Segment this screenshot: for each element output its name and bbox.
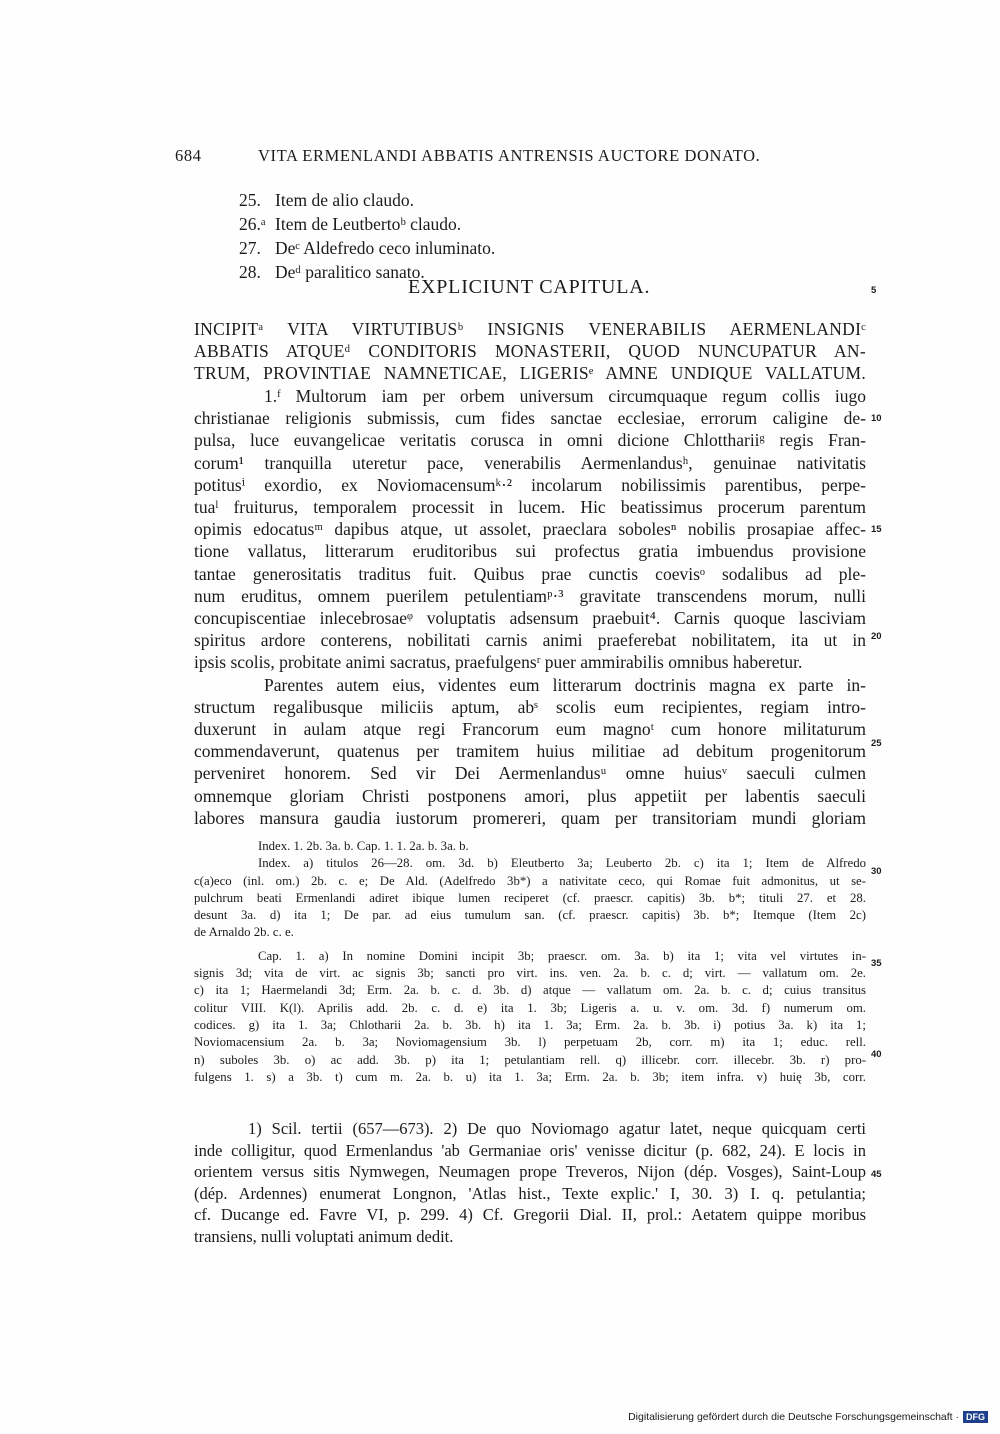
text-line: concupiscentiae inlecebrosaeᵠ voluptatis adsensum praebuit⁴. Carnis quoque lasciviam bbox=[194, 608, 866, 629]
text-line: perveniret honorem. Sed vir Dei Aermenlandusᵘ omne huiusᵛ saeculi culmen bbox=[194, 763, 866, 784]
text-line: tione vallatus, litterarum eruditoribus sui profectus gratia imbuendus provisione bbox=[194, 541, 866, 562]
dfg-logo: DFG bbox=[963, 1411, 988, 1423]
apparatus-line: n) suboles 3b. o) ac add. 3b. p) ita 1; petulantiam rell. q) illicebr. corr. illecebr. 3b. r) pro- bbox=[194, 1052, 866, 1067]
text-line: labores mansura gaudia iustorum promereri, quam per transitoriam mundi gloriam bbox=[194, 807, 866, 828]
apparatus-line: c(a)eco (inl. om.) 2b. c. e; De Ald. (Adelfredo 3b*) a nativitate ceco, qui Romae fuit admonitus, ut se- bbox=[194, 873, 866, 888]
apparatus-line: signis 3d; vita de virt. ac signis 3b; sancti pro virt. ins. ven. 2a. b. c. d; virt. — vallatum om. 2e. bbox=[194, 966, 866, 981]
line-number: 40 bbox=[871, 1049, 882, 1060]
line-number: 10 bbox=[871, 413, 882, 424]
footnote-line: (dép. Ardennes) enumerat Longnon, 'Atlas hist., Texte explic.' I, 30. 3) I. q. petulantia; bbox=[194, 1183, 866, 1203]
text-line: num eruditus, omnem puerilem petulentiamᵖ·³ gravitate transcendens morum, nulli bbox=[194, 585, 866, 606]
line-number: 5 bbox=[871, 285, 877, 296]
text-line: spiritus ardore conterens, nobilitati carnis animi praeferebat nobilitatem, ita ut in bbox=[194, 630, 866, 651]
page-number: 684 bbox=[175, 146, 202, 165]
text-line: Parentes autem eius, videntes eum litterarum doctrinis magna ex parte in- bbox=[264, 674, 866, 695]
apparatus-line: colitur VIII. K(l). Aprilis add. 2b. c. d. e) ita 1. 3b; Ligeris a. u. v. om. 3d. f) numerum om. bbox=[194, 1000, 866, 1015]
text-line: christianae religionis submissis, cum fides sanctae ecclesiae, errorum caligine de- bbox=[194, 408, 866, 429]
apparatus-summary: Index. 1. 2b. 3a. b. Cap. 1. 1. 2a. b. 3a. b. bbox=[258, 839, 469, 853]
line-number: 30 bbox=[871, 866, 882, 877]
text-line: tantae generositatis traditus fuit. Quibus prae cunctis coevisᵒ sodalibus ad ple- bbox=[194, 563, 866, 584]
footnote-line: orientem versus sitis Nymwegen, Neumagen prope Treveros, Nijon (dép. Vosges), Saint-Loup bbox=[194, 1162, 866, 1181]
text-line: corum¹ tranquilla uteretur pace, venerabilis Aermenlandusʰ, genuinae nativitatis bbox=[194, 452, 866, 473]
main-text bbox=[194, 385, 866, 829]
line-number: 45 bbox=[871, 1169, 882, 1180]
incipit-line: TRUM, PROVINTIAE NAMNETICAE, LIGERISᵉ AMNE UNDIQUE VALLATUM. bbox=[194, 363, 866, 383]
text-line: tuaˡ fruiturus, temporalem processit in lucem. Hic beatissimus procerum parentum bbox=[194, 497, 866, 518]
text-line: duxerunt in aulam atque regi Francorum eum magnoᵗ cum honore militaturum bbox=[194, 719, 866, 740]
footnote-line: 1) Scil. tertii (657—673). 2) De quo Noviomago agatur latet, neque quicquam certi bbox=[248, 1119, 866, 1138]
apparatus-line: desunt 3a. d) ita 1; De par. ad eius tumulum san. (cf. praescr. capitis) 3b. b*; Itemque (Item 2c) bbox=[194, 908, 866, 923]
digitization-credit bbox=[628, 1411, 988, 1423]
incipit-heading bbox=[194, 318, 866, 384]
footnotes bbox=[194, 1118, 866, 1247]
apparatus-line: c) ita 1; Haermelandi 3d; Erm. 2a. b. c. d. 3b. d) atque — vallatum om. 2a. b. c. d; cuius transitus bbox=[194, 983, 866, 998]
apparatus-line: Cap. 1. a) In nomine Domini incipit 3b; praescr. om. 3a. b) ita 1; vita vel virtutes in- bbox=[258, 948, 866, 963]
text-line: structum regalibusque miliciis aptum, abˢ scolis eum recipientes, regiam intro- bbox=[194, 696, 866, 717]
text-line: pulsa, luce euvangelicae veritatis corusca in omni dicione Chlotthariiᵍ regis Fran- bbox=[194, 430, 866, 451]
chapter-item: 25. Item de alio claudo. bbox=[239, 190, 414, 210]
line-number: 20 bbox=[871, 631, 882, 642]
apparatus-line: Noviomacensium 2a. b. 3a; Noviomagensium 3b. l) perpetuam 2b, corr. m) ita 1; educ. rell. bbox=[194, 1035, 866, 1050]
text-line: ipsis scolis, probitate animi sacratus, praefulgensʳ puer ammirabilis omnibus haberetur. bbox=[194, 652, 803, 673]
text-line: omnemque gloriam Christi postponens amori, plus appetiit per labentis saeculi bbox=[194, 785, 866, 806]
text-line: 1.ᶠ Multorum iam per orbem universum circumquaque regum collis iugo bbox=[264, 386, 866, 406]
explicit-heading: EXPLICIUNT CAPITULA. bbox=[408, 276, 651, 298]
apparatus-line: de Arnaldo 2b. c. e. bbox=[194, 925, 294, 940]
text-line: opimis edocatusᵐ dapibus atque, ut assolet, praeclara sobolesⁿ nobilis prosapiae affec- bbox=[194, 519, 866, 540]
footnote-line: cf. Ducange ed. Favre VI, p. 299. 4) Cf. Gregorii Dial. II, prol.: Aetatem quippe moribus bbox=[194, 1205, 866, 1224]
footnote-line: inde colligitur, quod Ermenlandus 'ab Germaniae oris' venisse dicitur (p. 682, 24). E locis in bbox=[194, 1140, 866, 1160]
line-number: 15 bbox=[871, 524, 882, 535]
chapter-item: 28. Deᵈ paralitico sanato. bbox=[239, 262, 425, 282]
apparatus-line: Index. a) titulos 26—28. om. 3d. b) Eleutberto 3a; Leuberto 2b. c) ita 1; Item de Alfredo bbox=[258, 856, 866, 871]
apparatus-line: codices. g) ita 1. 3a; Chlotharii 2a. b. 3b. h) ita 1. 3a; Erm. 2a. b. 3b. i) potius 3a. k) ita 1; bbox=[194, 1017, 866, 1032]
apparatus-line: pulchrum beati Ermenlandi adiret ibique lumen reciperet (cf. praescr. capitis) 3b. b*; tituli 27. et 28. bbox=[194, 890, 866, 905]
line-number: 25 bbox=[871, 738, 882, 749]
chapter-item: 26.ᵃ Item de Leutbertoᵇ claudo. bbox=[239, 214, 462, 234]
apparatus-line: fulgens 1. s) a 3b. t) cum m. 2a. b. u) ita 1. 3a; Erm. 2a. b. 3b; item infra. v) huię 3b, corr. bbox=[194, 1069, 866, 1084]
running-title: VITA ERMENLANDI ABBATIS ANTRENSIS AUCTORE DONATO. bbox=[258, 146, 761, 165]
text-line: commendaverunt, quatenus per tramitem huius militiae ad debitum progenitorum bbox=[194, 741, 866, 762]
text-line: potitusⁱ exordio, ex Noviomacensumᵏ·² incolarum nobilissimis parentibus, perpe- bbox=[194, 474, 866, 495]
incipit-line: INCIPITᵃ VITA VIRTUTIBUSᵇ INSIGNIS VENERABILIS AERMENLANDIᶜ bbox=[194, 319, 866, 339]
incipit-line: ABBATIS ATQUEᵈ CONDITORIS MONASTERII, QUOD NUNCUPATUR AN- bbox=[194, 341, 866, 361]
credit-text: Digitalisierung gefördert durch die Deutsche Forschungsgemeinschaft · bbox=[628, 1411, 959, 1423]
line-number: 35 bbox=[871, 958, 882, 969]
critical-apparatus bbox=[194, 838, 866, 1086]
chapter-item: 27. Deᶜ Aldefredo ceco inluminato. bbox=[239, 238, 496, 258]
footnote-line: transiens, nulli voluptati animum dedit. bbox=[194, 1226, 454, 1246]
chapter-list bbox=[239, 188, 495, 284]
